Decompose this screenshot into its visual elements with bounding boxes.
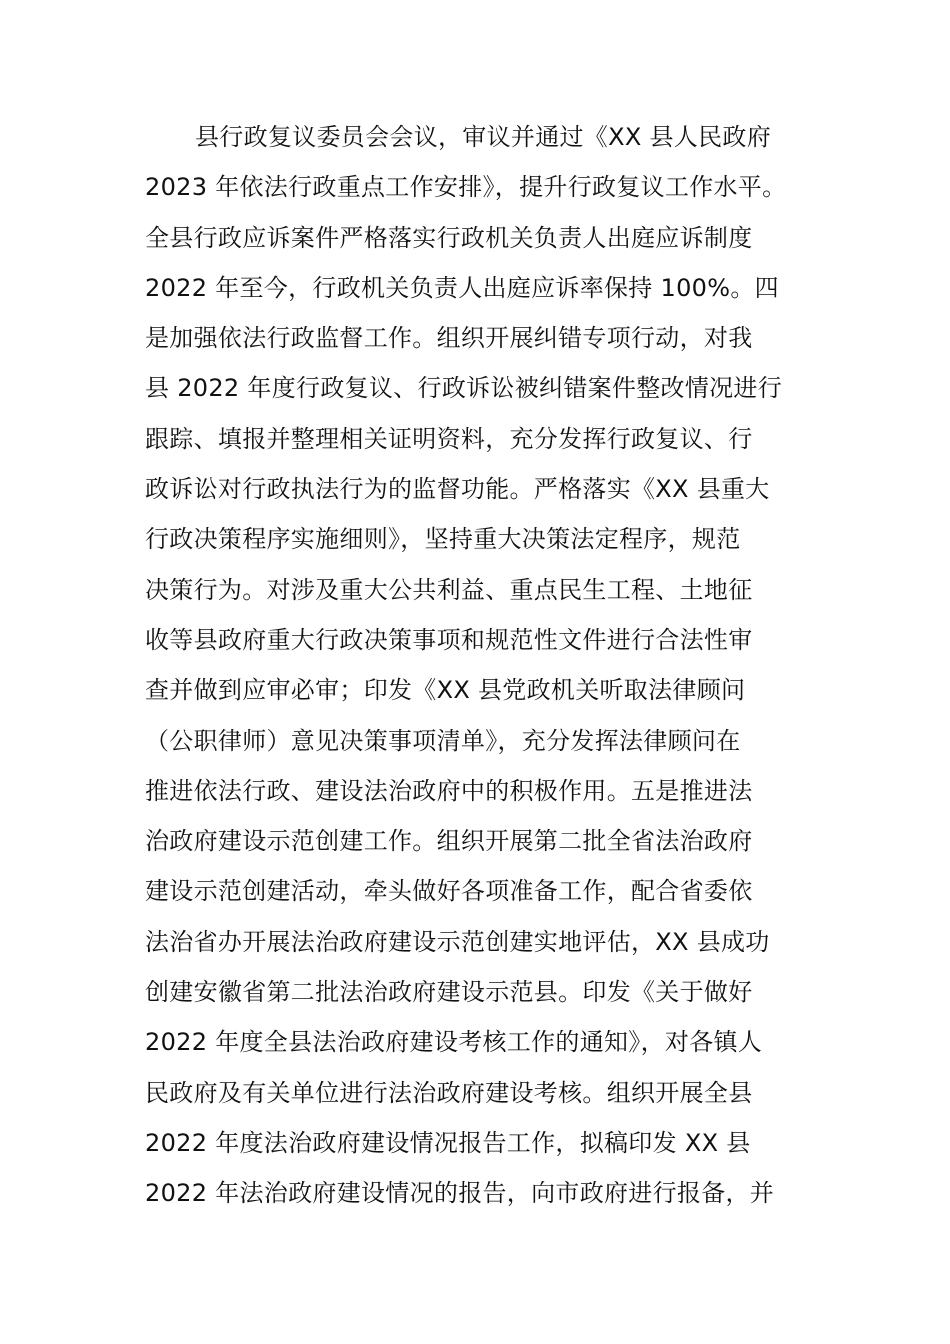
text-line: 法治省办开展法治政府建设示范创建实地评估，XX 县成功 [145, 927, 770, 956]
text-line: （公职律师）意见决策事项清单》，充分发挥法律顾问在 [145, 726, 741, 755]
text-line: 县 2022 年度行政复议、行政诉讼被纠错案件整改情况进行 [145, 374, 783, 403]
text-line: 全县行政应诉案件严格落实行政机关负责人出庭应诉制度 [145, 223, 753, 252]
text-line: 民政府及有关单位进行法治政府建设考核。组织开展全县 [145, 1078, 753, 1107]
text-line: 2022 年度法治政府建设情况报告工作，拟稿印发 XX 县 [145, 1128, 751, 1157]
text-line: 治政府建设示范创建工作。组织开展第二批全省法治政府 [145, 827, 753, 856]
text-line: 建设示范创建活动，牵头做好各项准备工作，配合省委依 [145, 877, 753, 906]
text-line: 是加强依法行政监督工作。组织开展纠错专项行动，对我 [145, 324, 753, 353]
text-line: 2022 年度全县法治政府建设考核工作的通知》，对各镇人 [145, 1028, 763, 1057]
text-line: 创建安徽省第二批法治政府建设示范县。印发《关于做好 [145, 978, 753, 1007]
text-line: 跟踪、填报并整理相关证明资料，充分发挥行政复议、行 [145, 424, 753, 453]
text-line: 推进依法行政、建设法治政府中的积极作用。五是推进法 [145, 776, 753, 805]
text-line: 决策行为。对涉及重大公共利益、重点民生工程、土地征 [145, 575, 753, 604]
text-line: 2022 年至今，行政机关负责人出庭应诉率保持 100%。四 [145, 273, 779, 302]
body-paragraph [145, 112, 815, 1219]
text-line: 2022 年法治政府建设情况的报告，向市政府进行报备，并 [145, 1179, 775, 1208]
text-line: 查并做到应审必审；印发《XX 县党政机关听取法律顾问 [145, 676, 746, 705]
text-line: 收等县政府重大行政决策事项和规范性文件进行合法性审 [145, 625, 753, 654]
text-line: 行政决策程序实施细则》，坚持重大决策法定程序，规范 [145, 525, 741, 554]
text-line: 县行政复议委员会会议，审议并通过《XX 县人民政府 [195, 123, 772, 151]
text-line: 政诉讼对行政执法行为的监督功能。严格落实《XX 县重大 [145, 475, 770, 504]
text-line: 2023 年依法行政重点工作安排》，提升行政复议工作水平。 [145, 173, 787, 202]
